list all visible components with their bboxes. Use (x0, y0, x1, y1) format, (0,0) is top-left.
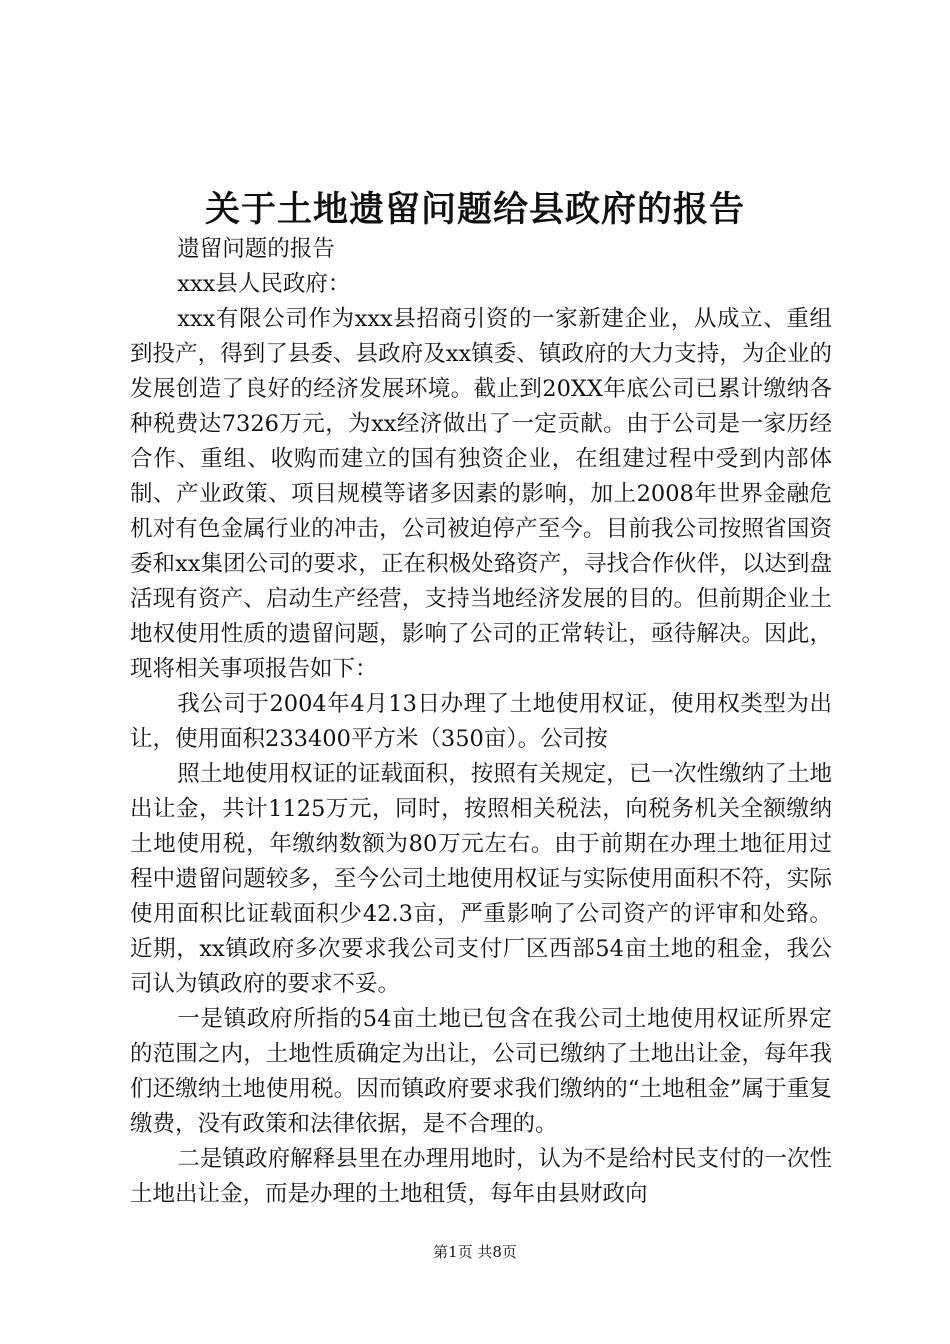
subtitle-line: 遗留问题的报告 (177, 236, 335, 262)
paragraph: 我公司于2004年4月13日办理了土地使用权证，使用权类型为出让，使用面积233400平方米（350亩）。公司按 (130, 691, 832, 752)
page-footer: 第1页 共8页 (433, 1243, 517, 1261)
paragraph: xxx有限公司作为xxx县招商引资的一家新建企业，从成立、重组到投产，得到了县委、县政府及xx镇委、镇政府的大力支持，为企业的发展创造了良好的经济发展环境。截止到20XX年底公司已累计缴纳各种税费达7326万元，为xx经济做出了一定贡献。由于公司是一家历经合作、重组、收购而建立的国有独资企业，在组建过程中受到内部体制、产业政策、项目规模等诸多因素的影响，加上2008年世界金融危机对有色金属行业的冲击，公司被迫停产至今。目前我公司按照省国资委和xx集团公司的要求，正在积极处臵资产，寻找合作伙伴，以达到盘活现有资产、启动生产经营，支持当地经济发展的目的。但前期企业土地权使用性质的遗留问题，影响了公司的正常转让，亟待解决。因此，现将相关事项报告如下： (130, 306, 832, 682)
paragraph: 一是镇政府所指的54亩土地已包含在我公司土地使用权证所界定的范围之内，土地性质确定为出让，公司已缴纳了土地出让金，每年我们还缴纳土地使用税。因而镇政府要求我们缴纳的“土地租金”属于重复缴费，没有政策和法律依据，是不合理的。 (130, 1006, 832, 1137)
document-title: 关于土地遗留问题给县政府的报告 (204, 189, 745, 230)
paragraph: 照土地使用权证的证载面积，按照有关规定，已一次性缴纳了土地出让金，共计1125万元，同时，按照相关税法，向税务机关全额缴纳土地使用税，年缴纳数额为80万元左右。由于前期在办理土地征用过程中遗留问题较多，至今公司土地使用权证与实际使用面积不符，实际使用面积比证载面积少42.3亩，严重影响了公司资产的评审和处臵。近期，xx镇政府多次要求我公司支付厂区西部54亩土地的租金，我公司认为镇政府的要求不妥。 (130, 761, 832, 997)
document-body (130, 232, 832, 1212)
paragraph: 二是镇政府解释县里在办理用地时，认为不是给村民支付的一次性土地出让金，而是办理的土地租赁，每年由县财政向 (130, 1146, 832, 1207)
addressee-line: xxx县人民政府： (177, 271, 351, 297)
